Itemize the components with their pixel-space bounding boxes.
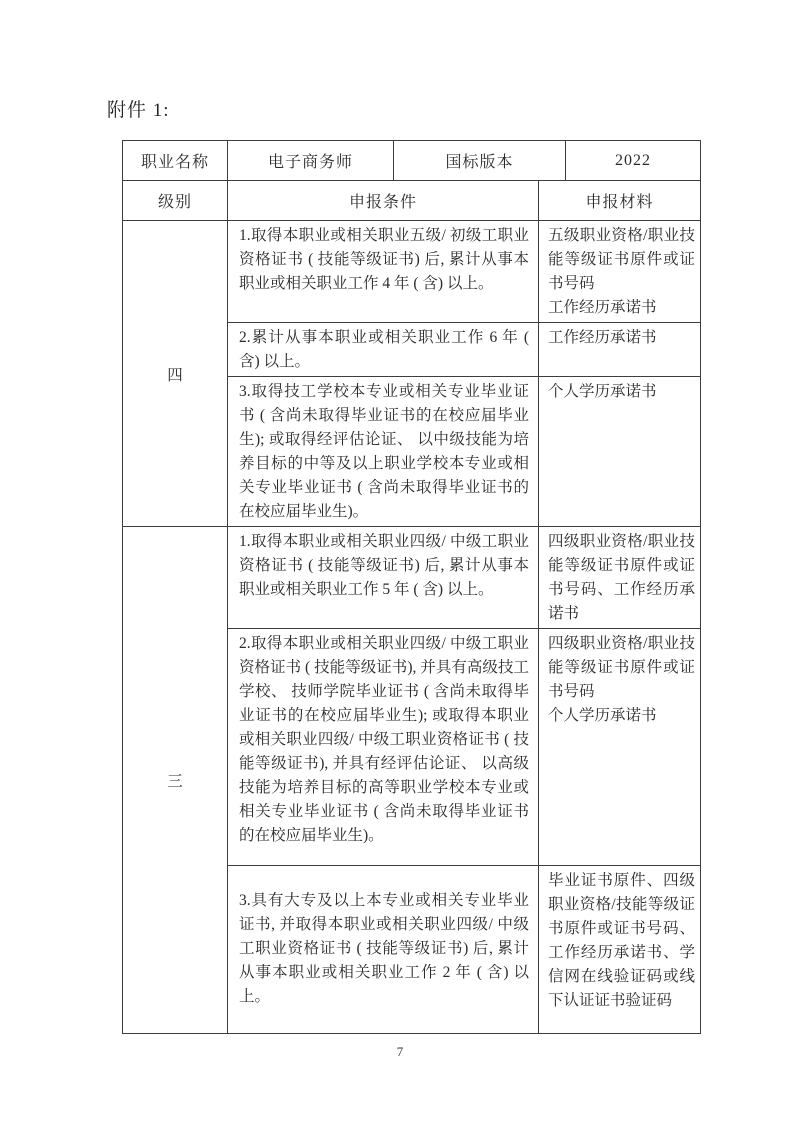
standard-version-value: 2022 xyxy=(566,141,701,181)
level-column-header: 级别 xyxy=(123,181,228,221)
material-item: 工作经历承诺书 xyxy=(548,299,657,316)
condition-cell xyxy=(228,629,539,866)
material-cell xyxy=(539,221,701,323)
materials-column-header: 申报材料 xyxy=(539,181,701,221)
condition-text: 2.取得本职业或相关职业四级/ 中级工职业资格证书 ( 技能等级证书), 并具有高级技工学校、 技师学院毕业证书 ( 含尚未取得毕业证书的在校应届毕业生); 或取得本职业或相关职业四级/ 中级工职业资格证书 ( 技能等级证书), 并具有经评估论证、 以高级技能为培养目标的高等职业学校本专业或相关专业毕业证书 ( 含尚未取得毕业证书的在校应届毕业生)。 xyxy=(239,635,529,844)
table-header-row-2 xyxy=(123,181,701,221)
table-row xyxy=(123,527,701,629)
material-cell xyxy=(539,377,701,527)
level-cell-four: 四 xyxy=(123,221,228,527)
condition-text: 3.取得技工学校本专业或相关专业毕业证书 ( 含尚未取得毕业证书的在校应届毕业生); 或取得经评估论证、 以中级技能为培养目标的中等及以上职业学校本专业或相关专业毕业证书 ( 含尚未取得毕业证书的在校应届毕业生)。 xyxy=(239,383,529,520)
material-item: 五级职业资格/职业技能等级证书原件或证书号码 xyxy=(548,227,696,292)
material-item: 毕业证书原件、四级职业资格/技能等级证书原件或证书号码、工作经历承诺书、学信网在线验证码或线下认证证书验证码 xyxy=(548,872,696,1009)
conditions-column-header: 申报条件 xyxy=(228,181,539,221)
table-row xyxy=(123,221,701,323)
material-item: 工作经历承诺书 xyxy=(548,329,657,346)
attachment-label: 附件 1: xyxy=(107,100,170,121)
material-cell xyxy=(539,323,701,377)
page-number: 7 xyxy=(396,1044,404,1059)
condition-text: 2.累计从事本职业或相关职业工作 6 年 ( 含) 以上。 xyxy=(239,329,529,370)
occupation-name-label: 职业名称 xyxy=(123,141,228,181)
material-cell xyxy=(539,527,701,629)
condition-cell xyxy=(228,221,539,323)
application-requirements-table xyxy=(122,140,701,1034)
occupation-name-value: 电子商务师 xyxy=(228,141,394,181)
condition-cell xyxy=(228,866,539,1034)
condition-text: 3.具有大专及以上本专业或相关专业毕业证书, 并取得本职业或相关职业四级/ 中级工职业资格证书 ( 技能等级证书) 后, 累计从事本职业或相关职业工作 2 年 ( 含) 以上。 xyxy=(239,891,529,1005)
standard-version-label: 国标版本 xyxy=(394,141,566,181)
material-item: 四级职业资格/职业技能等级证书原件或证书号码 xyxy=(548,635,696,700)
table-header-row-1 xyxy=(123,141,701,181)
condition-cell xyxy=(228,527,539,629)
material-item: 个人学历承诺书 xyxy=(548,707,657,724)
condition-text: 1.取得本职业或相关职业四级/ 中级工职业资格证书 ( 技能等级证书) 后, 累计从事本职业或相关职业工作 5 年 ( 含) 以上。 xyxy=(239,533,529,598)
material-item: 四级职业资格/职业技能等级证书原件或证书号码、工作经历承诺书 xyxy=(548,533,696,622)
level-cell-three: 三 xyxy=(123,527,228,1034)
material-item: 个人学历承诺书 xyxy=(548,383,657,400)
condition-text: 1.取得本职业或相关职业五级/ 初级工职业资格证书 ( 技能等级证书) 后, 累计从事本职业或相关职业工作 4 年 ( 含) 以上。 xyxy=(239,227,529,292)
material-cell xyxy=(539,629,701,866)
condition-cell xyxy=(228,377,539,527)
condition-cell xyxy=(228,323,539,377)
material-cell xyxy=(539,866,701,1034)
